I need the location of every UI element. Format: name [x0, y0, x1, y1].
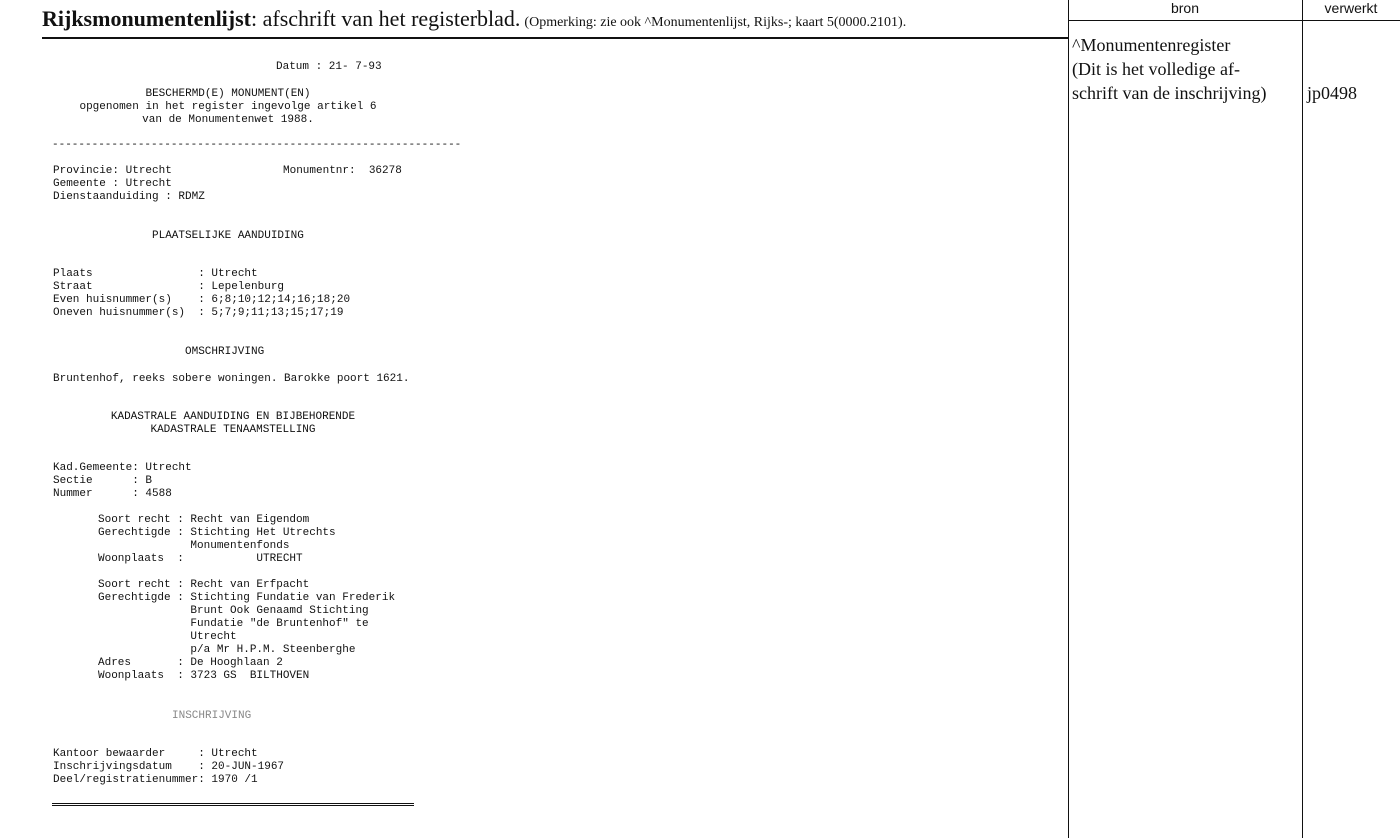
- plaats-block: Plaats : Utrecht Straat : Lepelenburg Even huisnummer(s) : 6;8;10;12;14;16;18;20 Oneven huisnummer(s) : 5;7;9;11;13;15;17;19: [53, 268, 351, 319]
- column-header-verwerkt: verwerkt: [1324, 0, 1378, 16]
- column-header-rule: [1068, 20, 1400, 21]
- monumentnr: Monumentnr: 36278: [283, 165, 402, 177]
- double-rule: [52, 803, 414, 806]
- header-subtitle: : afschrift van het registerblad.: [251, 6, 521, 31]
- inschrijving-title: INSCHRIJVING: [172, 710, 252, 722]
- column-divider-left: [1068, 0, 1069, 838]
- bron-text: ^Monumentenregister (Dit is het volledige af- schrift van de inschrijving): [1072, 35, 1267, 103]
- header-note: (Opmerking: zie ook ^Monumentenlijst, Rijks-; kaart 5(0000.2101).: [524, 15, 907, 30]
- kadastraal-title: KADASTRALE AANDUIDING EN BIJBEHORENDE KADASTRALE TENAAMSTELLING: [110, 411, 356, 436]
- header-rule: [42, 37, 1068, 39]
- omschrijving-title: OMSCHRIJVING: [185, 346, 265, 358]
- separator-dashes: --------------------------------------------------------------: [52, 139, 462, 151]
- datum: Datum : 21- 7-93: [276, 61, 382, 73]
- header-title: Rijksmonumentenlijst: [42, 6, 252, 31]
- recht-eigendom-block: Soort recht : Recht van Eigendom Gerechtigde : Stichting Het Utrechts Monumentenfonds Woonplaats : UTRECHT: [98, 514, 336, 565]
- inschrijving-block: Kantoor bewaarder : Utrecht Inschrijvingsdatum : 20-JUN-1967 Deel/registratienummer: 1970 /1: [53, 748, 285, 786]
- page-header: [42, 6, 906, 32]
- verwerkt-text: jp0498: [1307, 83, 1358, 103]
- plaats-title: PLAATSELIJKE AANDUIDING: [152, 230, 304, 242]
- document-heading: BESCHERMD(E) MONUMENT(EN) opgenomen in het register ingevolge artikel 6 van de Monumentenwet 1988.: [79, 88, 377, 126]
- column-header-bron: bron: [1170, 0, 1200, 16]
- provincie-block: Provincie: Utrecht Gemeente : Utrecht Dienstaanduiding : RDMZ: [53, 165, 205, 203]
- kadastraal-block: Kad.Gemeente: Utrecht Sectie : B Nummer : 4588: [53, 462, 192, 500]
- column-divider-right: [1302, 0, 1303, 838]
- omschrijving-text: Bruntenhof, reeks sobere woningen. Barokke poort 1621.: [53, 373, 410, 385]
- recht-erfpacht-block: Soort recht : Recht van Erfpacht Gerechtigde : Stichting Fundatie van Frederik Brunt Ook Genaamd Stichting Fundatie "de Bruntenhof" te Utrecht p/a Mr H.P.M. Steenberghe Adres : De Hooghlaan 2 Woonplaats : 3723 GS BILTHOVEN: [98, 579, 396, 682]
